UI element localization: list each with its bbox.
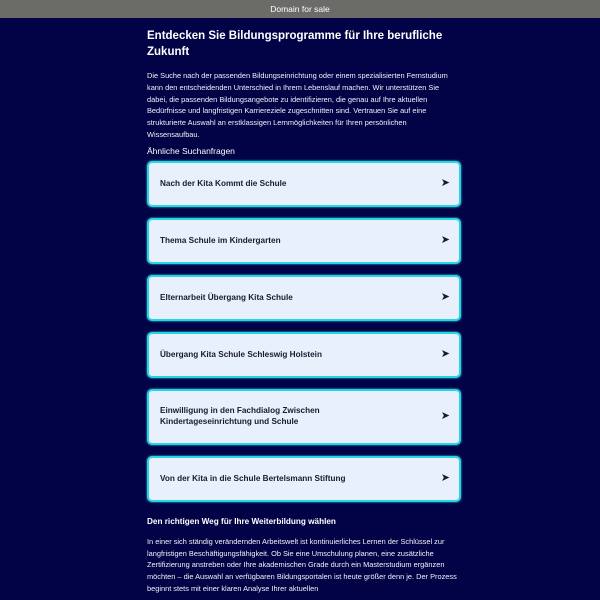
related-searches-label: Ähnliche Suchanfragen (147, 145, 235, 156)
related-search-label: Von der Kita in die Schule Bertelsmann Stiftung (160, 473, 346, 483)
main-content (147, 18, 461, 595)
arrow-right-icon: ➤ (440, 410, 450, 423)
arrow-right-icon: ➤ (440, 348, 450, 361)
page-headline: Entdecken Sie Bildungsprogramme für Ihre berufliche Zukunft (147, 30, 443, 58)
arrow-right-icon: ➤ (440, 291, 450, 304)
related-search-label: Elternarbeit Übergang Kita Schule (160, 292, 293, 302)
section-paragraph: In einer sich ständig verändernden Arbeitswelt ist kontinuierliches Lernen der Schlüssel zur langfristigen Beschäftigungsfähigkeit. Ob Sie eine Umschulung planen, eine zusätzliche Zertifizierung anstreben oder Ihre akademischen Grade durch ein Masterstudium ergänzen möchten – die Auswahl an verfügbaren Bildungsportalen ist heute größer denn je. Der Prozess beginnt stets mit einer klaren Analyse Ihrer aktuellen (147, 536, 457, 593)
arrow-right-icon: ➤ (440, 472, 450, 485)
related-search-link[interactable] (147, 332, 461, 378)
related-search-link[interactable] (147, 275, 461, 321)
related-search-label: Übergang Kita Schule Schleswig Holstein (160, 349, 322, 359)
intro-paragraph: Die Suche nach der passenden Bildungseinrichtung oder einem spezialisierten Fernstudium kann den entscheidenden Unterschied in Ihrem Lebenslauf machen. Wir unterstützen Sie dabei, die passenden Bildungsangebote zu identifizieren, die genau auf Ihre aktuellen Bedürfnisse und langfristigen Karriereziele zugeschnitten sind. Vertrauen Sie auf eine strukturierte Auswahl an erstklassigen Lernmöglichkeiten für Ihren persönlichen Wissensaufbau. (147, 71, 448, 139)
related-search-link[interactable] (147, 389, 461, 445)
related-search-label: Thema Schule im Kindergarten (160, 235, 281, 245)
related-search-link[interactable] (147, 456, 461, 502)
related-search-label: Nach der Kita Kommt die Schule (160, 178, 287, 188)
domain-sale-bar (0, 0, 600, 18)
domain-sale-link[interactable]: Domain for sale (270, 4, 330, 14)
related-search-link[interactable] (147, 161, 461, 207)
section-title: Den richtigen Weg für Ihre Weiterbildung wählen (147, 516, 336, 526)
arrow-right-icon: ➤ (440, 234, 450, 247)
related-search-link[interactable] (147, 218, 461, 264)
related-search-label: Einwilligung in den Fachdialog Zwischen Kindertageseinrichtung und Schule (160, 406, 320, 426)
arrow-right-icon: ➤ (440, 177, 450, 190)
